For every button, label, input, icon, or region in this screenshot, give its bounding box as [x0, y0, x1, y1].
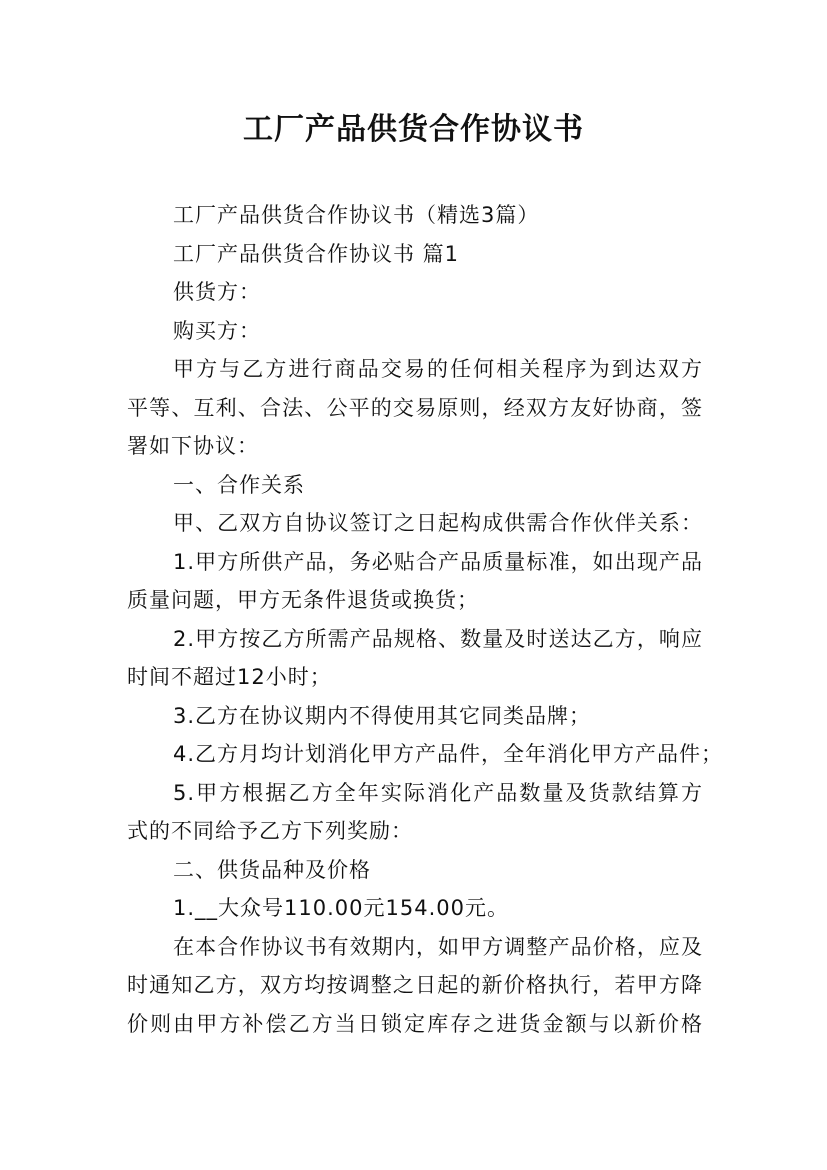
section-heading-line: 工厂产品供货合作协议书 篇1: [173, 241, 460, 266]
list-item-line: 3.乙方在协议期内不得使用其它同类品牌；: [173, 703, 592, 728]
supplier-line: 供货方：: [173, 280, 261, 304]
subtitle-line: 工厂产品供货合作协议书（精选3篇）: [173, 203, 540, 227]
buyer-line: 购买方：: [173, 318, 261, 343]
paragraph-line: 在本合作协议书有效期内，如甲方调整产品价格，应及: [173, 934, 703, 959]
price-line: 1.__大众号110.00元154.00元。: [173, 896, 509, 920]
paragraph-line: 时通知乙方，双方均按调整之日起的新价格执行，若甲方降: [127, 973, 703, 997]
paragraph-line: 署如下协议：: [127, 434, 259, 458]
list-item-line: 1.甲方所供产品，务必贴合产品质量标准，如出现产品: [173, 549, 703, 574]
list-item-line: 时间不超过12小时；: [127, 665, 332, 689]
document-title: 工厂产品供货合作协议书: [243, 112, 584, 147]
list-item-line: 质量问题，甲方无条件退货或换货；: [127, 588, 479, 612]
paragraph-line: 价则由甲方补偿乙方当日锁定库存之进货金额与以新价格: [127, 1011, 703, 1036]
list-item-line: 2.甲方按乙方所需产品规格、数量及时送达乙方，响应: [173, 626, 703, 651]
paragraph-line: 平等、互利、合法、公平的交易原则，经双方友好协商，签: [127, 395, 703, 420]
document-body: [127, 196, 724, 1043]
paragraph-line: 甲、乙双方自协议签订之日起构成供需合作伙伴关系：: [173, 511, 703, 535]
list-item-line: 5.甲方根据乙方全年实际消化产品数量及货款结算方: [173, 780, 703, 805]
section-title-line: 一、合作关系: [173, 472, 305, 497]
list-item-line: 4.乙方月均计划消化甲方产品件，全年消化甲方产品件；: [173, 742, 724, 766]
section-title-line: 二、供货品种及价格: [173, 857, 371, 882]
paragraph-line: 甲方与乙方进行商品交易的任何相关程序为到达双方: [173, 357, 703, 381]
list-item-line: 式的不同给予乙方下列奖励：: [127, 819, 413, 843]
